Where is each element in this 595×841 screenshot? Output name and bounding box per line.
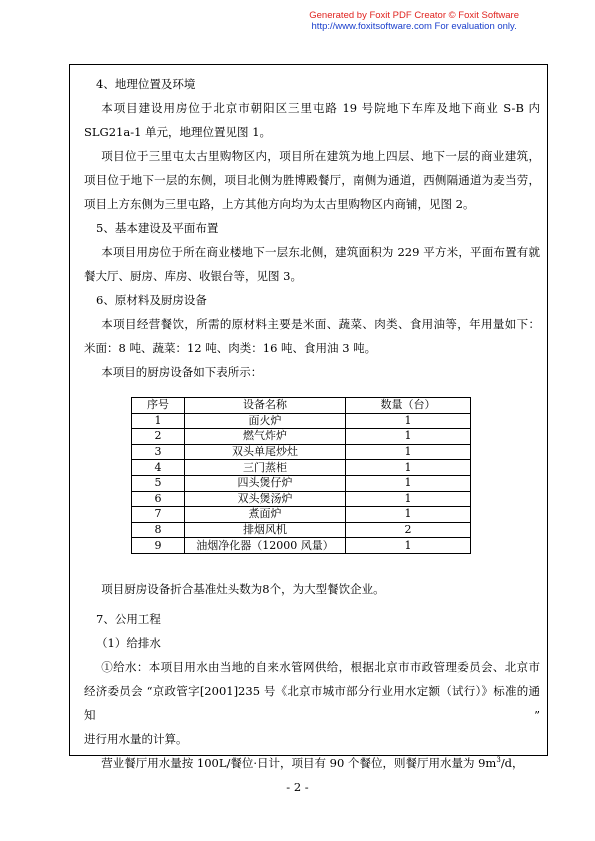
table-cell: 四头煲仔炉: [185, 475, 346, 491]
table-cell: 双头煲汤炉: [185, 491, 346, 507]
table-cell: 1: [346, 460, 471, 476]
table-cell: 7: [132, 507, 185, 523]
table-header-cell: 数量（台）: [346, 398, 471, 414]
section-7-subheading: （1）给排水: [96, 636, 161, 650]
section-5-title: 5、基本建设及平面布置: [96, 221, 219, 235]
watermark-line-2: http://www.foxitsoftware.com For evaluation only.: [311, 21, 517, 32]
table-header-cell: 序号: [132, 398, 185, 414]
section-7-paragraph-2-line-1: [84, 751, 540, 775]
section-4-title: 4、地理位置及环境: [96, 77, 196, 91]
table-cell: 5: [132, 475, 185, 491]
table-header-cell: 设备名称: [185, 398, 346, 414]
table-cell: 双头单尾炒灶: [185, 444, 346, 460]
equipment-table: [131, 397, 471, 554]
table-row: [132, 522, 471, 538]
table-cell: 2: [132, 429, 185, 445]
section-6-paragraph-line-1: 本项目经营餐饮，所需的原材料主要是米面、蔬菜、肉类、食用油等，年用量如下：: [101, 317, 540, 331]
table-cell: 排烟风机: [185, 522, 346, 538]
table-cell: 9: [132, 538, 185, 554]
table-cell: 煮面炉: [185, 507, 346, 523]
water-usage-unit: /d，: [500, 756, 524, 770]
table-row: [132, 460, 471, 476]
foxit-watermark: [309, 10, 519, 32]
table-row: [132, 507, 471, 523]
watermark-line-1: Generated by Foxit PDF Creator © Foxit Software: [309, 10, 519, 21]
section-4-paragraph-1-line-2: SLG21a-1 单元，地理位置见图 1。: [84, 125, 272, 139]
water-usage-text: 营业餐厅用水量按 100L/餐位·日计，项目有 90 个餐位，则餐厅用水量为 9m: [101, 756, 497, 770]
table-cell: 1: [132, 413, 185, 429]
table-cell: 1: [346, 475, 471, 491]
section-7-paragraph-1-line-2: 经济委员会 “京政管字[2001]235 号《北京市城市部分行业用水定额（试行）》标准的通知”: [84, 684, 540, 722]
section-6-paragraph-line-2: 米面：8 吨、蔬菜：12 吨、肉类：16 吨、食用油 3 吨。: [84, 341, 377, 355]
table-row: [132, 444, 471, 460]
section-7-paragraph-1-line-1: ①给水：本项目用水由当地的自来水管网供给，根据北京市市政管理委员会、北京市: [101, 660, 540, 674]
table-header-row: [132, 398, 471, 414]
section-7-title: 7、公用工程: [96, 612, 161, 626]
table-row: [132, 538, 471, 554]
table-cell: 1: [346, 429, 471, 445]
table-cell: 6: [132, 491, 185, 507]
table-cell: 1: [346, 538, 471, 554]
table-cell: 2: [346, 522, 471, 538]
table-cell: 油烟净化器（12000 风量）: [185, 538, 346, 554]
table-cell: 燃气炸炉: [185, 429, 346, 445]
table-cell: 1: [346, 413, 471, 429]
table-cell: 3: [132, 444, 185, 460]
cubic-superscript: 3: [496, 756, 501, 765]
section-6-title: 6、原材料及厨房设备: [96, 293, 207, 307]
table-cell: 1: [346, 491, 471, 507]
table-cell: 1: [346, 507, 471, 523]
table-row: [132, 429, 471, 445]
section-4-paragraph-2-line-1: 项目位于三里屯太古里购物区内，项目所在建筑为地上四层、地下一层的商业建筑，: [101, 149, 540, 163]
table-summary: 项目厨房设备折合基准灶头数为8个，为大型餐饮企业。: [101, 582, 385, 596]
table-cell: 4: [132, 460, 185, 476]
section-5-paragraph-line-1: 本项目用房位于所在商业楼地下一层东北侧，建筑面积为 229 平方米，平面布置有就: [101, 245, 540, 259]
table-row: [132, 491, 471, 507]
table-row: [132, 413, 471, 429]
table-cell: 8: [132, 522, 185, 538]
section-4-paragraph-1-line-1: 本项目建设用房位于北京市朝阳区三里屯路 19 号院地下车库及地下商业 S-B 内: [101, 101, 540, 115]
section-5-paragraph-line-2: 餐大厅、厨房、库房、收银台等，见图 3。: [84, 269, 302, 283]
table-cell: 面火炉: [185, 413, 346, 429]
section-6-table-intro: 本项目的厨房设备如下表所示：: [101, 365, 263, 379]
table-cell: 1: [346, 444, 471, 460]
table-cell: 三门蒸柜: [185, 460, 346, 476]
page-number: - 2 -: [286, 780, 309, 794]
document-body: [84, 72, 540, 384]
section-4-paragraph-2-line-3: 项目上方东侧为三里屯路，上方其他方向均为太古里购物区内商铺，见图 2。: [84, 197, 475, 211]
section-7-paragraph-1-line-3: 进行用水量的计算。: [84, 732, 188, 746]
table-row: [132, 475, 471, 491]
section-7-block: [84, 577, 540, 775]
section-4-paragraph-2-line-2: 项目位于地下一层的东侧，项目北侧为胜博殿餐厅，南侧为通道，西侧隔通道为麦当劳，: [84, 173, 540, 187]
